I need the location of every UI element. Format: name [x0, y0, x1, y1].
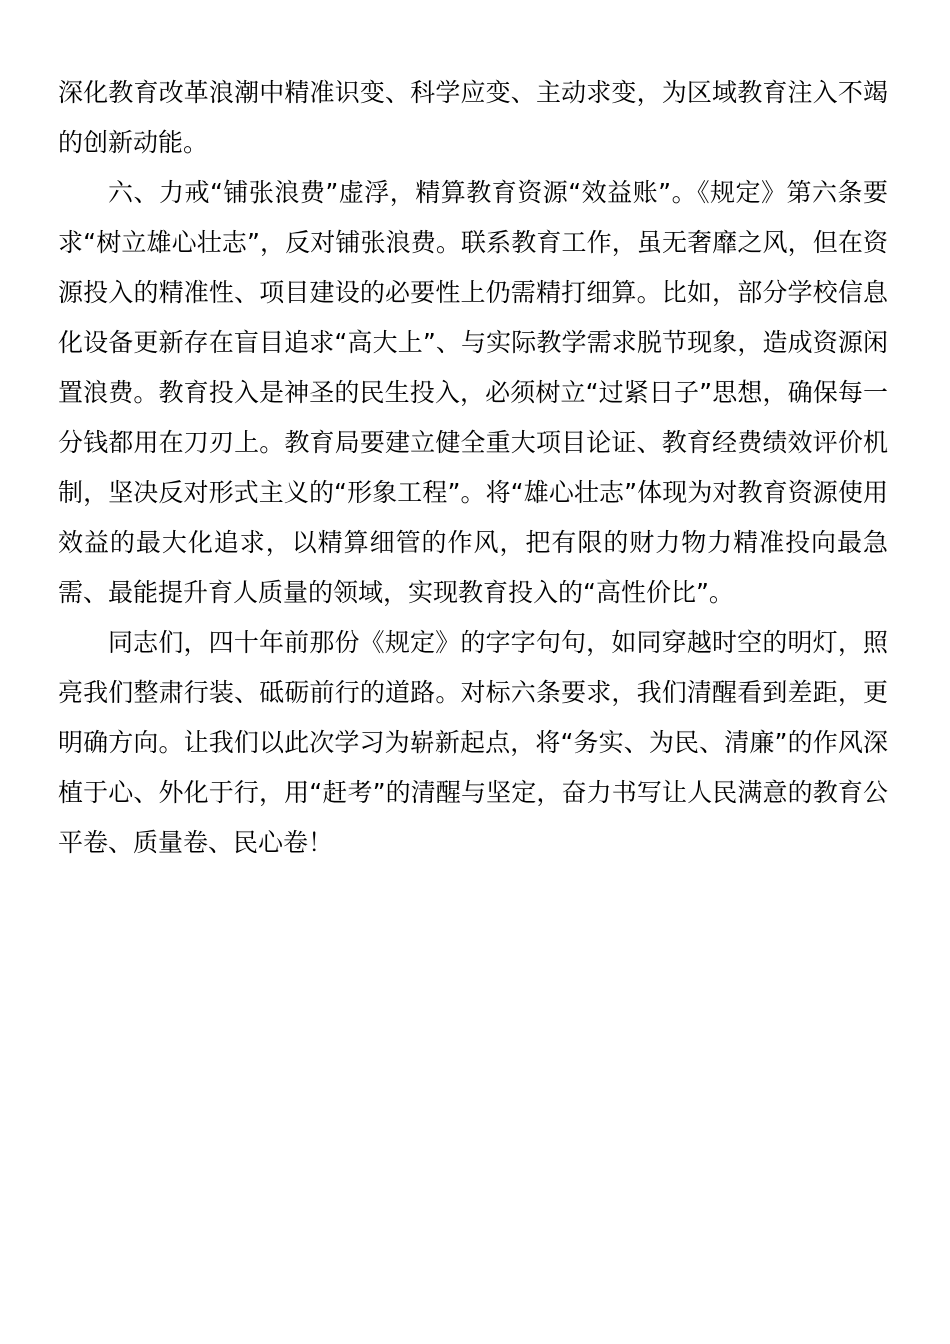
paragraph-conclusion: 同志们，四十年前那份《规定》的字字句句，如同穿越时空的明灯，照亮我们整肃行装、砥砺前行的道路。对标六条要求，我们清醒看到差距，更明确方向。让我们以此次学习为崭新起点，将“务实、为民、清廉”的作风深植于心、外化于行，用“赶考”的清醒与坚定，奋力书写让人民满意的教育公平卷、质量卷、民心卷！: [58, 628, 888, 857]
paragraph-continuation: 深化教育改革浪潮中精准识变、科学应变、主动求变，为区域教育注入不竭的创新动能。: [58, 78, 888, 157]
document-body: [58, 68, 888, 868]
paragraph-section-six: 六、力戒“铺张浪费”虚浮，精算教育资源“效益账”。《规定》第六条要求“树立雄心壮志”，反对铺张浪费。联系教育工作，虽无奢靡之风，但在资源投入的精准性、项目建设的必要性上仍需精打细算。比如，部分学校信息化设备更新存在盲目追求“高大上”、与实际教学需求脱节现象，造成资源闲置浪费。教育投入是神圣的民生投入，必须树立“过紧日子”思想，确保每一分钱都用在刀刃上。教育局要建立健全重大项目论证、教育经费绩效评价机制，坚决反对形式主义的“形象工程”。将“雄心壮志”体现为对教育资源使用效益的最大化追求，以精算细管的作风，把有限的财力物力精准投向最急需、最能提升育人质量的领域，实现教育投入的“高性价比”。: [58, 178, 888, 607]
